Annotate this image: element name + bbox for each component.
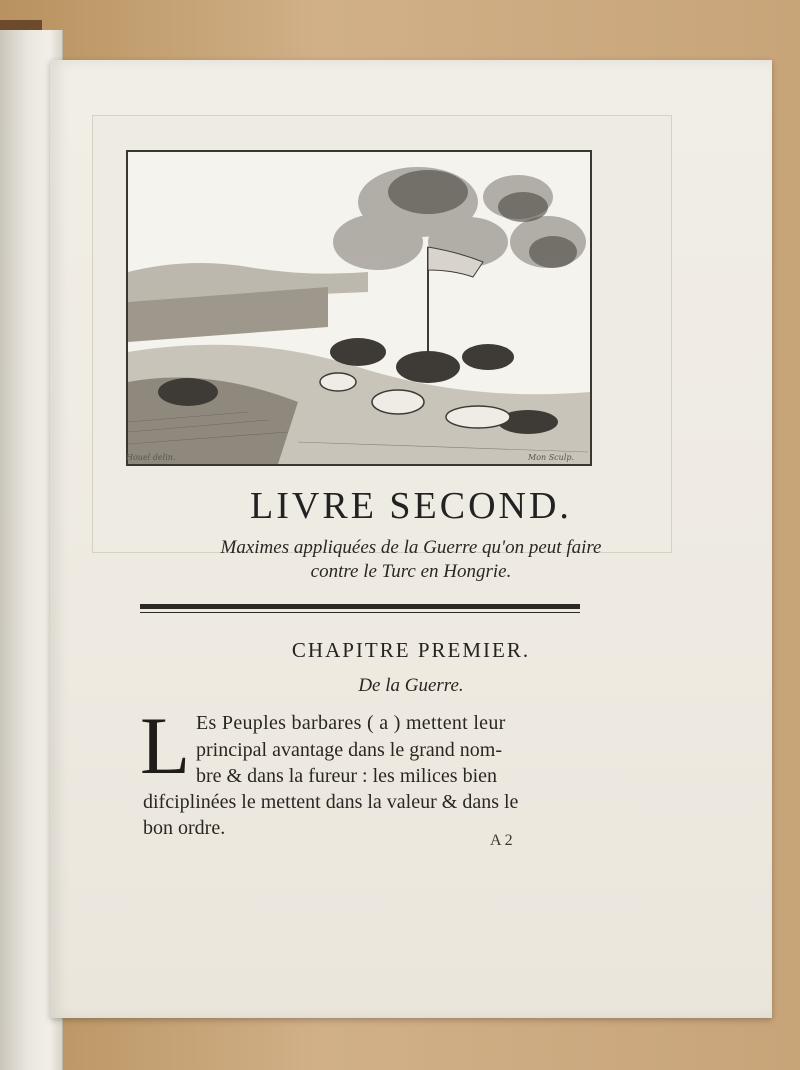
divider-thick [140, 604, 580, 609]
engraving-caption-right: Mon Sculp. [528, 453, 575, 462]
section-heading: De la Guerre. [358, 675, 464, 696]
book-subtitle [130, 536, 692, 584]
subtitle-line-2: contre le Turc en Hongrie. [310, 561, 512, 582]
text-line: bon ordre. [143, 817, 226, 839]
text-line: principal avantage dans le grand nom- [196, 739, 502, 761]
divider-thin [140, 612, 580, 613]
book-page [50, 60, 772, 1018]
text-line: Es Peuples barbares ( a ) mettent leur [196, 712, 506, 734]
battle-engraving [126, 150, 592, 466]
book-title: LIVRE SECOND. [250, 485, 572, 527]
engraving-caption-left: Houel delin. [126, 453, 176, 462]
chapter-heading: CHAPITRE PREMIER. [291, 638, 531, 662]
engraving-illustration [128, 152, 590, 464]
page-signature: A 2 [490, 832, 513, 849]
text-line: difciplinées le mettent dans la valeur & dans le [143, 791, 519, 813]
text-line: bre & dans la fureur : les milices bien [196, 765, 498, 787]
subtitle-line-1: Maximes appliquées de la Guerre qu'on peut faire [220, 537, 602, 558]
drop-cap: L [140, 700, 191, 791]
